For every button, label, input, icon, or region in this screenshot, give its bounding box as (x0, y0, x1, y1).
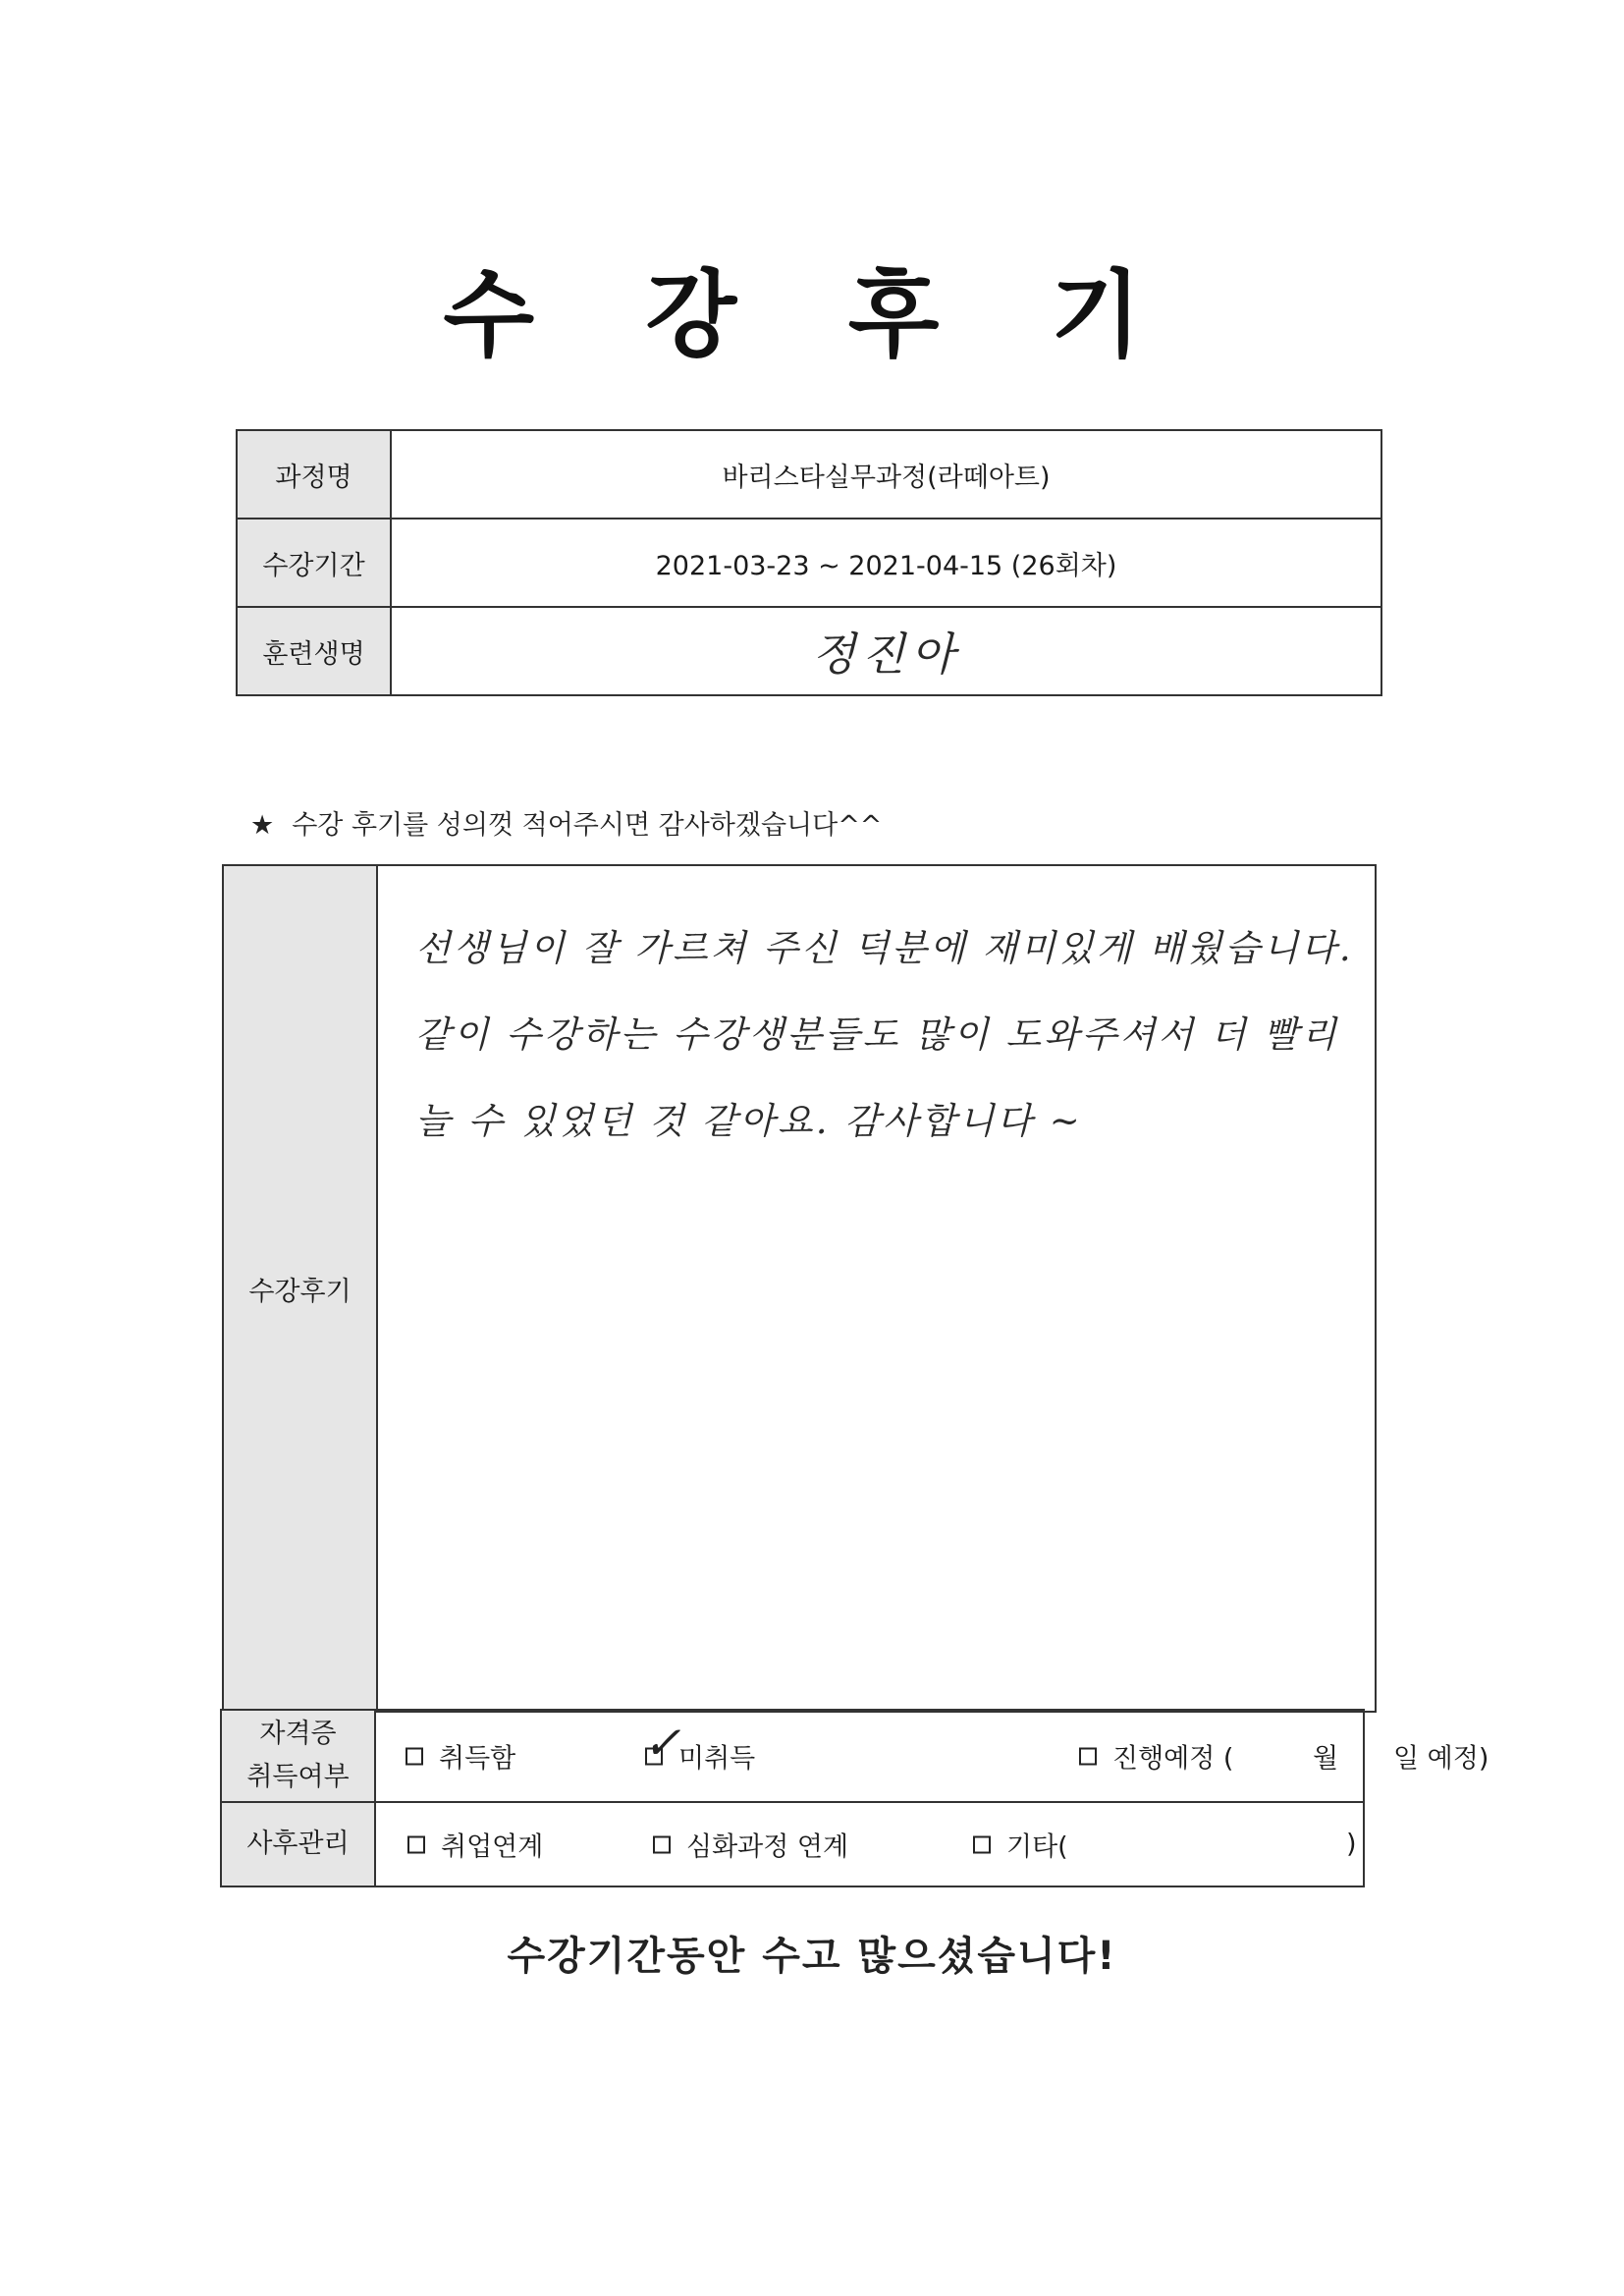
review-line-1: 선생님이 잘 가르쳐 주신 덕분에 재미있게 배웠습니다. (415, 927, 1354, 969)
status-table (220, 1709, 1489, 1887)
certificate-label-line2: 취득여부 (246, 1762, 350, 1792)
review-table (222, 864, 1377, 1713)
instruction-text: 수강 후기를 성의껏 적어주시면 감사하겠습니다^^ (292, 810, 883, 841)
page-title: 수 강 후 기 (443, 260, 1181, 370)
certificate-label-line1: 자격증 (259, 1719, 337, 1749)
month-label: 월 (1313, 1743, 1339, 1775)
star-icon: ★ (250, 810, 275, 841)
certificate-options (375, 1710, 1489, 1802)
course-name-value: 바리스타실무과정(라떼아트) (391, 430, 1381, 519)
option-advanced-course-label: 심화과정 연계 (686, 1831, 849, 1863)
course-period-value: 2021-03-23 ~ 2021-04-15 (26회차) (391, 519, 1381, 607)
other-close-paren: ) (1346, 1829, 1357, 1860)
option-job-linkage[interactable] (407, 1826, 543, 1864)
trainee-name-handwritten: 정진아 (391, 607, 1381, 695)
review-line-2: 같이 수강하는 수강생분들도 많이 도와주셔서 더 빨리 (415, 1013, 1339, 1056)
checkbox-icon (973, 1836, 991, 1854)
day-label: 일 예정) (1393, 1743, 1489, 1775)
trainee-name-label: 훈련생명 (237, 607, 391, 695)
review-line-3: 늘 수 있었던 것 같아요. 감사합니다 ~ (415, 1100, 1083, 1142)
option-not-acquired[interactable] (643, 1716, 756, 1776)
option-job-linkage-label: 취업연계 (441, 1831, 544, 1863)
course-name-label: 과정명 (237, 430, 391, 519)
aftercare-options (375, 1802, 1364, 1886)
checkbox-icon (406, 1748, 423, 1766)
option-other[interactable] (973, 1826, 1068, 1864)
checkmark-icon: ✓ (643, 1716, 681, 1770)
closing-message: 수강기간동안 수고 많으셨습니다! (507, 1934, 1117, 1979)
checkbox-icon (1079, 1748, 1097, 1766)
option-acquired-label: 취득함 (439, 1743, 516, 1775)
course-period-label: 수강기간 (237, 519, 391, 607)
option-in-progress-label: 진행예정 ( (1112, 1743, 1234, 1775)
option-not-acquired-label: 미취득 (678, 1743, 756, 1775)
aftercare-label: 사후관리 (221, 1802, 375, 1886)
checkbox-icon (407, 1836, 425, 1854)
review-instruction (250, 803, 882, 842)
checkbox-icon (653, 1836, 671, 1854)
option-in-progress[interactable] (1079, 1737, 1233, 1776)
review-label: 수강후기 (223, 865, 377, 1712)
checkbox-icon (643, 1716, 681, 1770)
option-advanced-course[interactable] (653, 1826, 848, 1864)
course-info-table (236, 429, 1382, 696)
option-acquired[interactable] (406, 1737, 515, 1776)
certificate-label (221, 1710, 375, 1802)
option-other-label: 기타( (1006, 1831, 1068, 1863)
review-body (377, 865, 1376, 1712)
